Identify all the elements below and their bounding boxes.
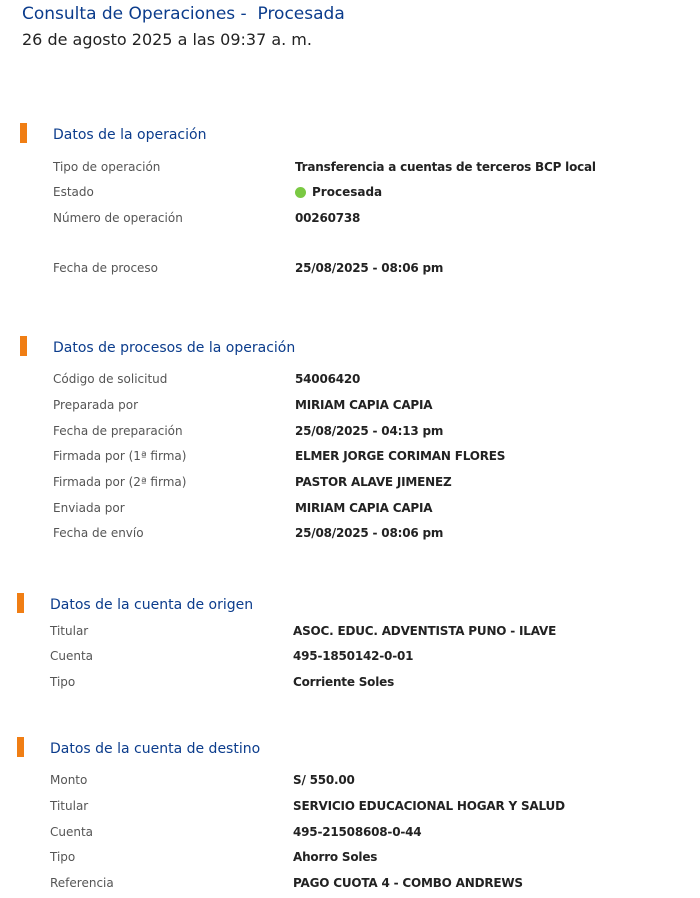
origen-cuenta-label: Cuenta xyxy=(50,649,94,663)
firma2-value: PASTOR ALAVE JIMENEZ xyxy=(295,475,452,489)
section-title-origen: Datos de la cuenta de origen xyxy=(50,597,254,613)
section-accent-bar xyxy=(17,593,24,613)
destino-cuenta-label: Cuenta xyxy=(50,825,94,839)
firma2-label: Firmada por (2ª firma) xyxy=(53,475,187,489)
section-title-operacion: Datos de la operación xyxy=(53,127,207,143)
numero-operacion-label: Número de operación xyxy=(53,211,183,225)
destino-cuenta-value: 495-21508608-0-44 xyxy=(293,825,422,839)
section-title-procesos: Datos de procesos de la operación xyxy=(53,340,296,356)
enviada-por-label: Enviada por xyxy=(53,501,125,515)
estado-label: Estado xyxy=(53,185,94,199)
destino-monto-value: S/ 550.00 xyxy=(293,773,355,787)
section-accent-bar xyxy=(20,123,27,143)
destino-monto-label: Monto xyxy=(50,773,88,787)
origen-tipo-value: Corriente Soles xyxy=(293,675,395,689)
preparada-por-value: MIRIAM CAPIA CAPIA xyxy=(295,398,433,412)
section-accent-bar xyxy=(17,737,24,757)
page-title: Consulta de Operaciones - Procesada xyxy=(22,4,345,24)
page-header xyxy=(22,4,345,50)
fecha-proceso-value: 25/08/2025 - 08:06 pm xyxy=(295,261,444,275)
fecha-proceso-label: Fecha de proceso xyxy=(53,261,159,275)
numero-operacion-value: 00260738 xyxy=(295,211,361,225)
origen-titular-value: ASOC. EDUC. ADVENTISTA PUNO - ILAVE xyxy=(293,624,557,638)
tipo-operacion-value: Transferencia a cuentas de terceros BCP local xyxy=(295,160,596,174)
origen-titular-label: Titular xyxy=(50,624,89,638)
fecha-preparacion-label: Fecha de preparación xyxy=(53,424,183,438)
destino-tipo-label: Tipo xyxy=(50,850,76,864)
status-dot-icon xyxy=(295,187,306,198)
codigo-solicitud-label: Código de solicitud xyxy=(53,372,168,386)
enviada-por-value: MIRIAM CAPIA CAPIA xyxy=(295,501,433,515)
destino-referencia-value: PAGO CUOTA 4 - COMBO ANDREWS xyxy=(293,876,523,890)
tipo-operacion-label: Tipo de operación xyxy=(53,160,161,174)
codigo-solicitud-value: 54006420 xyxy=(295,372,361,386)
destino-titular-label: Titular xyxy=(50,799,89,813)
fecha-envio-label: Fecha de envío xyxy=(53,526,144,540)
origen-cuenta-value: 495-1850142-0-01 xyxy=(293,649,414,663)
section-title-destino: Datos de la cuenta de destino xyxy=(50,741,261,757)
firma1-value: ELMER JORGE CORIMAN FLORES xyxy=(295,449,506,463)
origen-tipo-label: Tipo xyxy=(50,675,76,689)
firma1-label: Firmada por (1ª firma) xyxy=(53,449,187,463)
section-accent-bar xyxy=(20,336,27,356)
destino-tipo-value: Ahorro Soles xyxy=(293,850,378,864)
estado-value: Procesada xyxy=(312,185,383,199)
fecha-preparacion-value: 25/08/2025 - 04:13 pm xyxy=(295,424,444,438)
destino-referencia-label: Referencia xyxy=(50,876,114,890)
status-badge xyxy=(295,184,382,200)
destino-titular-value: SERVICIO EDUCACIONAL HOGAR Y SALUD xyxy=(293,799,565,813)
fecha-envio-value: 25/08/2025 - 08:06 pm xyxy=(295,526,444,540)
query-datetime: 26 de agosto 2025 a las 09:37 a. m. xyxy=(22,30,312,49)
preparada-por-label: Preparada por xyxy=(53,398,139,412)
